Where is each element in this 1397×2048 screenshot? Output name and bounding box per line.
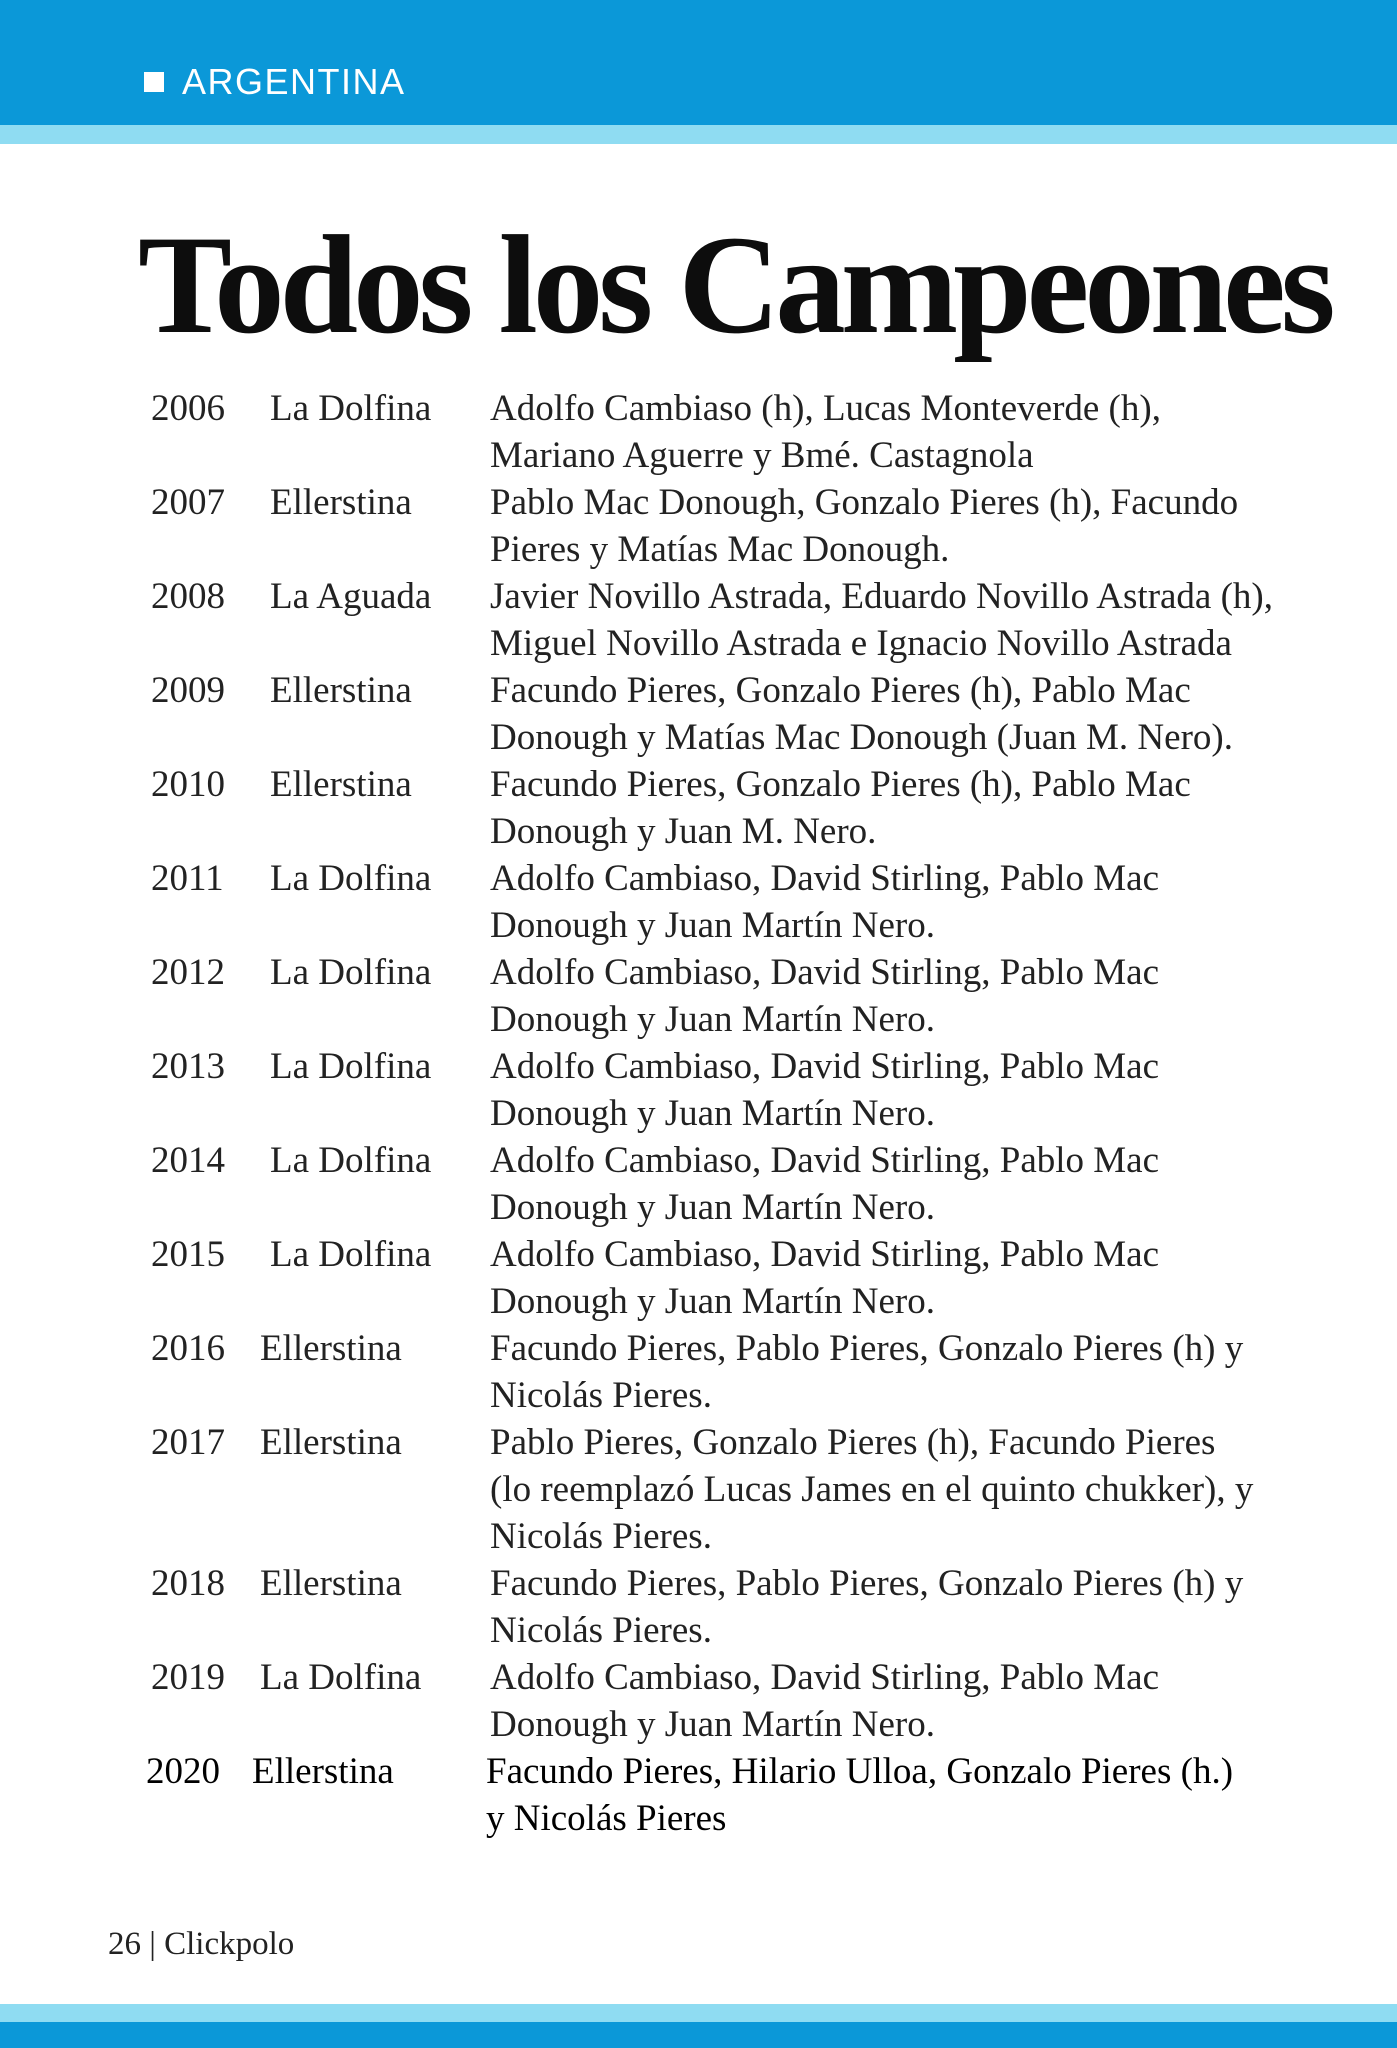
section-label: ARGENTINA	[182, 61, 406, 102]
champion-row	[0, 1231, 1397, 1325]
page-title: Todos los Campeones	[138, 207, 1331, 363]
players-line: Nicolás Pieres.	[490, 1375, 712, 1416]
players-line: Adolfo Cambiaso, David Stirling, Pablo Mac	[490, 952, 1160, 993]
champion-row	[0, 1654, 1397, 1748]
header-stripe	[0, 125, 1397, 144]
players-line: Donough y Juan Martín Nero.	[490, 905, 935, 946]
players-line: Facundo Pieres, Gonzalo Pieres (h), Pablo Mac	[490, 670, 1191, 711]
champion-row	[0, 1325, 1397, 1419]
champion-year: 2018	[151, 1563, 225, 1604]
champion-row	[0, 479, 1397, 573]
players-line: Miguel Novillo Astrada e Ignacio Novillo Astrada	[490, 623, 1232, 664]
publication-name: Clickpolo	[164, 1926, 295, 1962]
champion-row	[0, 667, 1397, 761]
players-line: Facundo Pieres, Gonzalo Pieres (h), Pablo Mac	[490, 764, 1191, 805]
champion-players	[490, 1231, 1330, 1325]
champion-row	[0, 855, 1397, 949]
champion-players	[486, 1748, 1326, 1842]
champion-year: 2011	[151, 858, 224, 899]
champion-players	[490, 949, 1330, 1043]
champion-row	[0, 385, 1397, 479]
players-line: Nicolás Pieres.	[490, 1516, 712, 1557]
champion-players	[490, 761, 1330, 855]
champion-year: 2014	[151, 1140, 225, 1181]
champion-row	[0, 761, 1397, 855]
players-line: Pablo Mac Donough, Gonzalo Pieres (h), Facundo	[490, 482, 1239, 523]
champion-players	[490, 1419, 1330, 1560]
players-line: Pieres y Matías Mac Donough.	[490, 529, 950, 570]
champion-row	[0, 1137, 1397, 1231]
players-line: Adolfo Cambiaso, David Stirling, Pablo Mac	[490, 858, 1160, 899]
champion-players	[490, 1654, 1330, 1748]
champion-players	[490, 667, 1330, 761]
champion-year: 2006	[151, 388, 225, 429]
section-square-icon	[144, 72, 164, 92]
footer-separator: |	[149, 1926, 156, 1962]
champion-team: Ellerstina	[260, 1328, 402, 1369]
champion-row	[0, 1560, 1397, 1654]
champion-year: 2009	[151, 670, 225, 711]
players-line: Donough y Juan M. Nero.	[490, 811, 877, 852]
players-line: Donough y Juan Martín Nero.	[490, 1281, 935, 1322]
footer-stripe	[0, 2004, 1397, 2022]
players-line: Mariano Aguerre y Bmé. Castagnola	[490, 435, 1034, 476]
champion-players	[490, 855, 1330, 949]
champion-players	[490, 385, 1330, 479]
players-line: Adolfo Cambiaso, David Stirling, Pablo Mac	[490, 1657, 1160, 1698]
champion-row	[0, 1748, 1397, 1842]
players-line: Adolfo Cambiaso, David Stirling, Pablo Mac	[490, 1046, 1160, 1087]
champion-year: 2007	[151, 482, 225, 523]
players-line: Facundo Pieres, Pablo Pieres, Gonzalo Pieres (h) y	[490, 1563, 1244, 1604]
champion-team: La Dolfina	[270, 388, 432, 429]
champion-year: 2019	[151, 1657, 225, 1698]
champion-team: Ellerstina	[252, 1751, 394, 1792]
players-line: Pablo Pieres, Gonzalo Pieres (h), Facundo Pieres	[490, 1422, 1216, 1463]
champion-players	[490, 1325, 1330, 1419]
players-line: (lo reemplazó Lucas James en el quinto chukker), y	[490, 1469, 1254, 1510]
champion-row	[0, 573, 1397, 667]
champion-year: 2015	[151, 1234, 225, 1275]
champion-team: Ellerstina	[270, 670, 412, 711]
champion-players	[490, 1137, 1330, 1231]
players-line: Nicolás Pieres.	[490, 1610, 712, 1651]
champion-row	[0, 949, 1397, 1043]
champion-team: La Dolfina	[270, 952, 432, 993]
players-line: Adolfo Cambiaso (h), Lucas Monteverde (h),	[490, 388, 1161, 429]
champion-team: La Dolfina	[270, 858, 432, 899]
champion-players	[490, 1043, 1330, 1137]
champion-team: Ellerstina	[270, 482, 412, 523]
champion-year: 2012	[151, 952, 225, 993]
champion-team: La Aguada	[270, 576, 432, 617]
players-line: Donough y Juan Martín Nero.	[490, 1187, 935, 1228]
champion-team: La Dolfina	[270, 1234, 432, 1275]
players-line: Donough y Juan Martín Nero.	[490, 1093, 935, 1134]
footer-bar	[0, 2022, 1397, 2048]
page-number: 26	[108, 1926, 141, 1962]
champion-year: 2020	[146, 1751, 220, 1792]
players-line: Donough y Matías Mac Donough (Juan M. Nero).	[490, 717, 1233, 758]
players-line: Javier Novillo Astrada, Eduardo Novillo Astrada (h),	[490, 576, 1273, 617]
champion-players	[490, 479, 1330, 573]
champion-players	[490, 1560, 1330, 1654]
champion-year: 2010	[151, 764, 225, 805]
champion-year: 2016	[151, 1328, 225, 1369]
champion-players	[490, 573, 1330, 667]
players-line: Donough y Juan Martín Nero.	[490, 999, 935, 1040]
footer-page-info	[108, 1922, 294, 1966]
champion-team: Ellerstina	[260, 1422, 402, 1463]
champion-row	[0, 1043, 1397, 1137]
champion-row	[0, 1419, 1397, 1560]
champion-year: 2017	[151, 1422, 225, 1463]
champion-year: 2013	[151, 1046, 225, 1087]
players-line: y Nicolás Pieres	[486, 1798, 727, 1839]
players-line: Donough y Juan Martín Nero.	[490, 1704, 935, 1745]
players-line: Facundo Pieres, Hilario Ulloa, Gonzalo Pieres (h.)	[486, 1751, 1234, 1792]
players-line: Facundo Pieres, Pablo Pieres, Gonzalo Pieres (h) y	[490, 1328, 1244, 1369]
champion-team: La Dolfina	[270, 1140, 432, 1181]
champion-year: 2008	[151, 576, 225, 617]
champion-team: La Dolfina	[270, 1046, 432, 1087]
players-line: Adolfo Cambiaso, David Stirling, Pablo Mac	[490, 1140, 1160, 1181]
champion-team: Ellerstina	[270, 764, 412, 805]
players-line: Adolfo Cambiaso, David Stirling, Pablo Mac	[490, 1234, 1160, 1275]
champion-team: Ellerstina	[260, 1563, 402, 1604]
champion-team: La Dolfina	[260, 1657, 422, 1698]
champions-list	[0, 385, 1397, 1842]
